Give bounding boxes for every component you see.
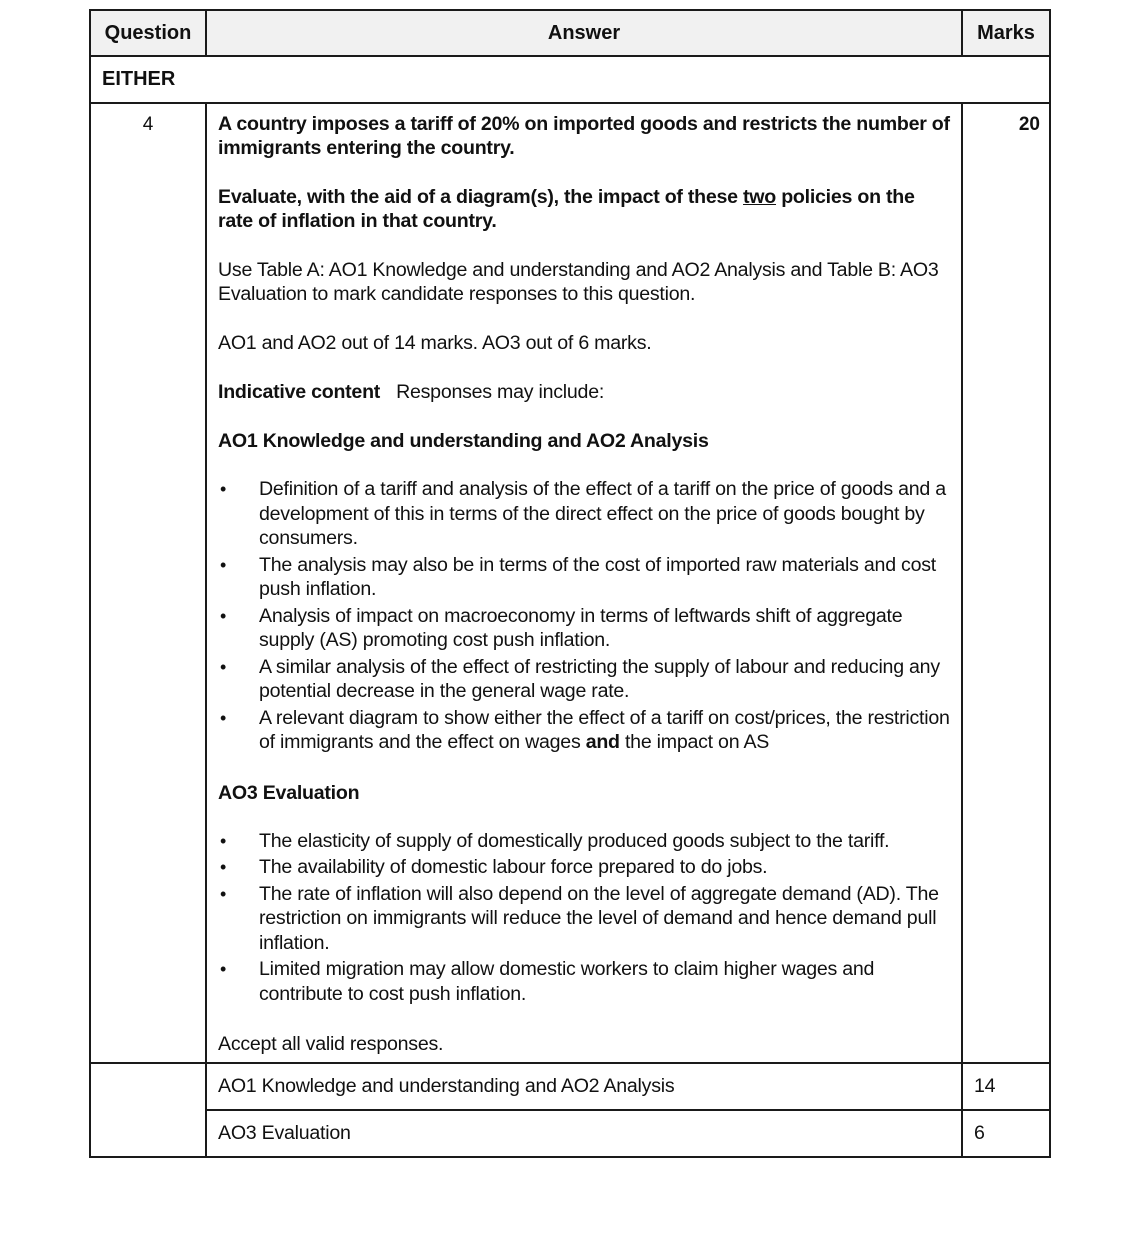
ao1-ao2-heading: AO1 Knowledge and understanding and AO2 Analysis [218,430,709,452]
question-column-header: Question [90,10,206,56]
ao3-heading: AO3 Evaluation [218,781,360,804]
marks-split: AO1 and AO2 out of 14 marks. AO3 out of 6 marks. [218,332,652,354]
bullet-icon: • [220,554,227,575]
list-item: • Definition of a tariff and analysis of the effect of a tariff on the price of goods and a development of this in terms of the direct effect on the price of goods bought by consumers. [220,478,946,549]
header-row [90,10,1050,56]
ao3-list [218,829,951,1007]
summary-blank-cell [90,1063,206,1157]
marking-instructions: Use Table A: AO1 Knowledge and understanding and AO2 Analysis and Table B: AO3 Evaluation to mark candidate responses to this question. [218,259,939,305]
list-item: • The analysis may also be in terms of the cost of imported raw materials and cost push inflation. [220,553,936,600]
indicative-content [218,380,951,404]
list-item: • Analysis of impact on macroeconomy in terms of leftwards shift of aggregate supply (AS) promoting cost push inflation. [220,604,903,651]
summary-label: AO3 Evaluation [206,1110,962,1157]
ao1-ao2-list [218,477,951,755]
indicative-text: Responses may include: [396,381,605,403]
bullet-icon: • [220,656,227,677]
list-item: • A relevant diagram to show either the effect of a tariff on cost/prices, the restriction of immigrants and the effect on wages and the impact on AS [220,706,950,753]
question-number: 4 [90,103,206,1063]
bullet-icon: • [220,605,227,626]
question-prompt: A country imposes a tariff of 20% on imported goods and restricts the number of immigrants entering the country. [218,113,950,159]
summary-row [90,1063,1050,1110]
mark-scheme-table [89,9,1051,1158]
bullet-icon: • [220,830,227,851]
list-item: • A similar analysis of the effect of restricting the supply of labour and reducing any potential decrease in the general wage rate. [220,655,940,702]
bullet-icon: • [220,857,227,877]
task-emphasis: two [743,186,777,208]
section-label: EITHER [90,56,1050,103]
answer-content [206,103,962,1063]
bullet-icon: • [220,883,227,904]
closing-note: Accept all valid responses. [218,1033,444,1055]
section-row [90,56,1050,103]
list-item: • The availability of domestic labour force prepared to do jobs. [220,856,768,878]
list-item: • Limited migration may allow domestic workers to claim higher wages and contribute to cost push inflation. [220,958,875,1005]
task-text-end: policies on the rate of inflation in that country. [218,186,915,232]
summary-marks: 6 [962,1110,1050,1157]
summary-label: AO1 Knowledge and understanding and AO2 Analysis [206,1063,962,1110]
summary-marks: 14 [962,1063,1050,1110]
task-text-start: Evaluate, with the aid of a diagram(s), the impact of these [218,186,744,208]
question-total-marks: 20 [962,103,1050,1063]
list-item: • The rate of inflation will also depend on the level of aggregate demand (AD). The restriction on immigrants will reduce the level of demand and hence demand pull inflation. [220,882,939,954]
bullet-icon: • [220,479,227,499]
list-item: • The elasticity of supply of domestically produced goods subject to the tariff. [220,829,890,852]
answer-column-header: Answer [206,10,962,56]
bullet-icon: • [220,707,227,728]
question-task [218,185,951,233]
indicative-label: Indicative content [218,381,381,403]
bullet-icon: • [220,959,227,979]
summary-row [90,1110,1050,1157]
marks-column-header: Marks [962,10,1050,56]
question-row [90,103,1050,1063]
